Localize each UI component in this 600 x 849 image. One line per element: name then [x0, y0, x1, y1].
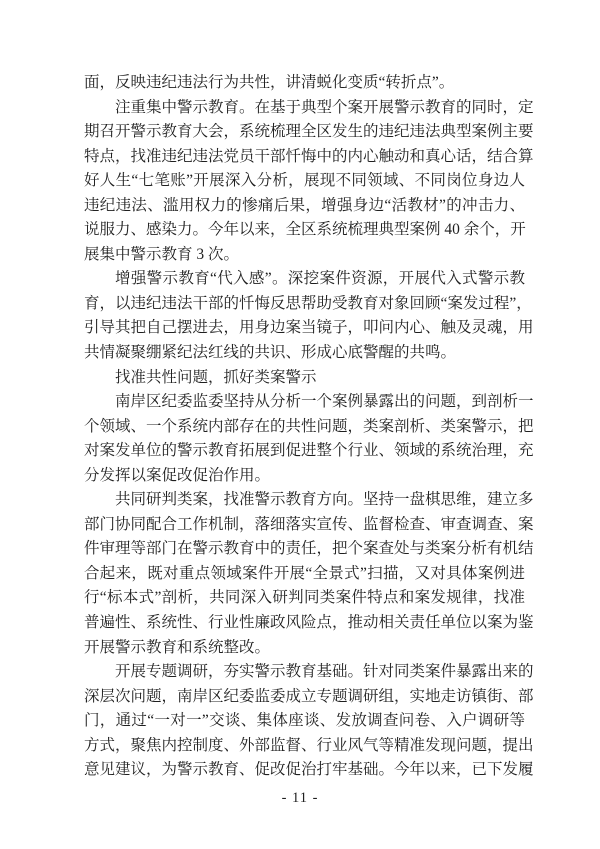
paragraph-body [84, 96, 534, 268]
text-line: 对案发单位的警示教育拓展到促进整个行业、领域的系统治理，充 [84, 442, 534, 460]
text-line: 行“标本式”剖析，共同深入研判同类案件特点和案发规律，找准 [84, 589, 525, 607]
text-line: 展集中警示教育 3 次。 [84, 245, 240, 263]
text-line: 好人生“七笔账”开展深入分析，展现不同领域、不同岗位身边人 [84, 172, 525, 190]
paragraph-body [84, 267, 534, 365]
text-line: 共情凝聚绷紧纪法红线的共识、形成心底警醒的共鸣。 [84, 344, 457, 362]
text-line: 开展警示教育和系统整改。 [84, 638, 271, 656]
text-line: 件审理等部门在警示教育中的责任，把个案查处与类案分析有机结 [84, 540, 534, 558]
text-line: 普遍性、系统性、行业性廉政风险点，推动相关责任单位以案为鉴 [84, 614, 534, 632]
text-line: 开展专题调研，夯实警示教育基础。针对同类案件暴露出来的 [115, 663, 534, 681]
text-line: 期召开警示教育大会，系统梳理全区发生的违纪违法典型案例主要 [84, 123, 534, 141]
text-line: 部门协同配合工作机制，落细落实宣传、监督检查、审查调查、案 [84, 515, 534, 533]
text-line: 特点，找准违纪违法党员干部忏悔中的内心触动和真心话，结合算 [84, 147, 534, 165]
paragraph-body [84, 390, 534, 488]
paragraph-subheading [84, 366, 525, 391]
paragraph-body [84, 488, 534, 660]
text-line: 引导其把自己摆进去，用身边案当镜子，叩问内心、触及灵魂，用 [84, 319, 534, 337]
text-line: 方式，聚焦内控制度、外部监督、行业风气等精准发现问题，提出 [84, 736, 534, 754]
text-line: 南岸区纪委监委坚持从分析一个案例暴露出的问题，到剖析一 [115, 393, 534, 411]
text-line: 分发挥以案促改促治作用。 [84, 466, 271, 484]
document-body [84, 71, 534, 783]
text-line: 合起来，既对重点领域案件开展“全景式”扫描，又对具体案例进 [84, 564, 525, 582]
text-line: 注重集中警示教育。在基于典型个案开展警示教育的同时，定 [115, 98, 534, 116]
text-line: 违纪违法、滥用权力的惨痛后果，增强身边“活教材”的冲击力、 [84, 196, 525, 214]
text-line: 共同研判类案，找准警示教育方向。坚持一盘棋思维，建立多 [115, 491, 534, 509]
text-line: 意见建议，为警示教育、促改促治打牢基础。今年以来，已下发履 [84, 761, 534, 779]
text-line: 面，反映违纪违法行为共性，讲清蜕化变质“转折点”。 [84, 74, 455, 91]
paragraph-continuation [84, 71, 525, 96]
text-line: 个领域、一个系统内部存在的共性问题，类案剖析、类案警示，把 [84, 417, 534, 435]
page-number: - 11 - [281, 790, 319, 806]
text-line: 门，通过“一对一”交谈、集体座谈、发放调查问卷、入户调研等 [84, 712, 525, 730]
text-line: 说服力、感染力。今年以来，全区系统梳理典型案例 40 余个，开 [84, 221, 526, 239]
text-line: 增强警示教育“代入感”。深挖案件资源，开展代入式警示教 [115, 270, 525, 288]
text-line: 深层次问题，南岸区纪委监委成立专题调研组，实地走访镇街、部 [84, 687, 534, 705]
text-line: 找准共性问题，抓好类案警示 [115, 368, 317, 386]
text-line: 育，以违纪违法干部的忏悔反思帮助受教育对象回顾“案发过程”， [84, 294, 532, 312]
paragraph-body [84, 660, 534, 783]
